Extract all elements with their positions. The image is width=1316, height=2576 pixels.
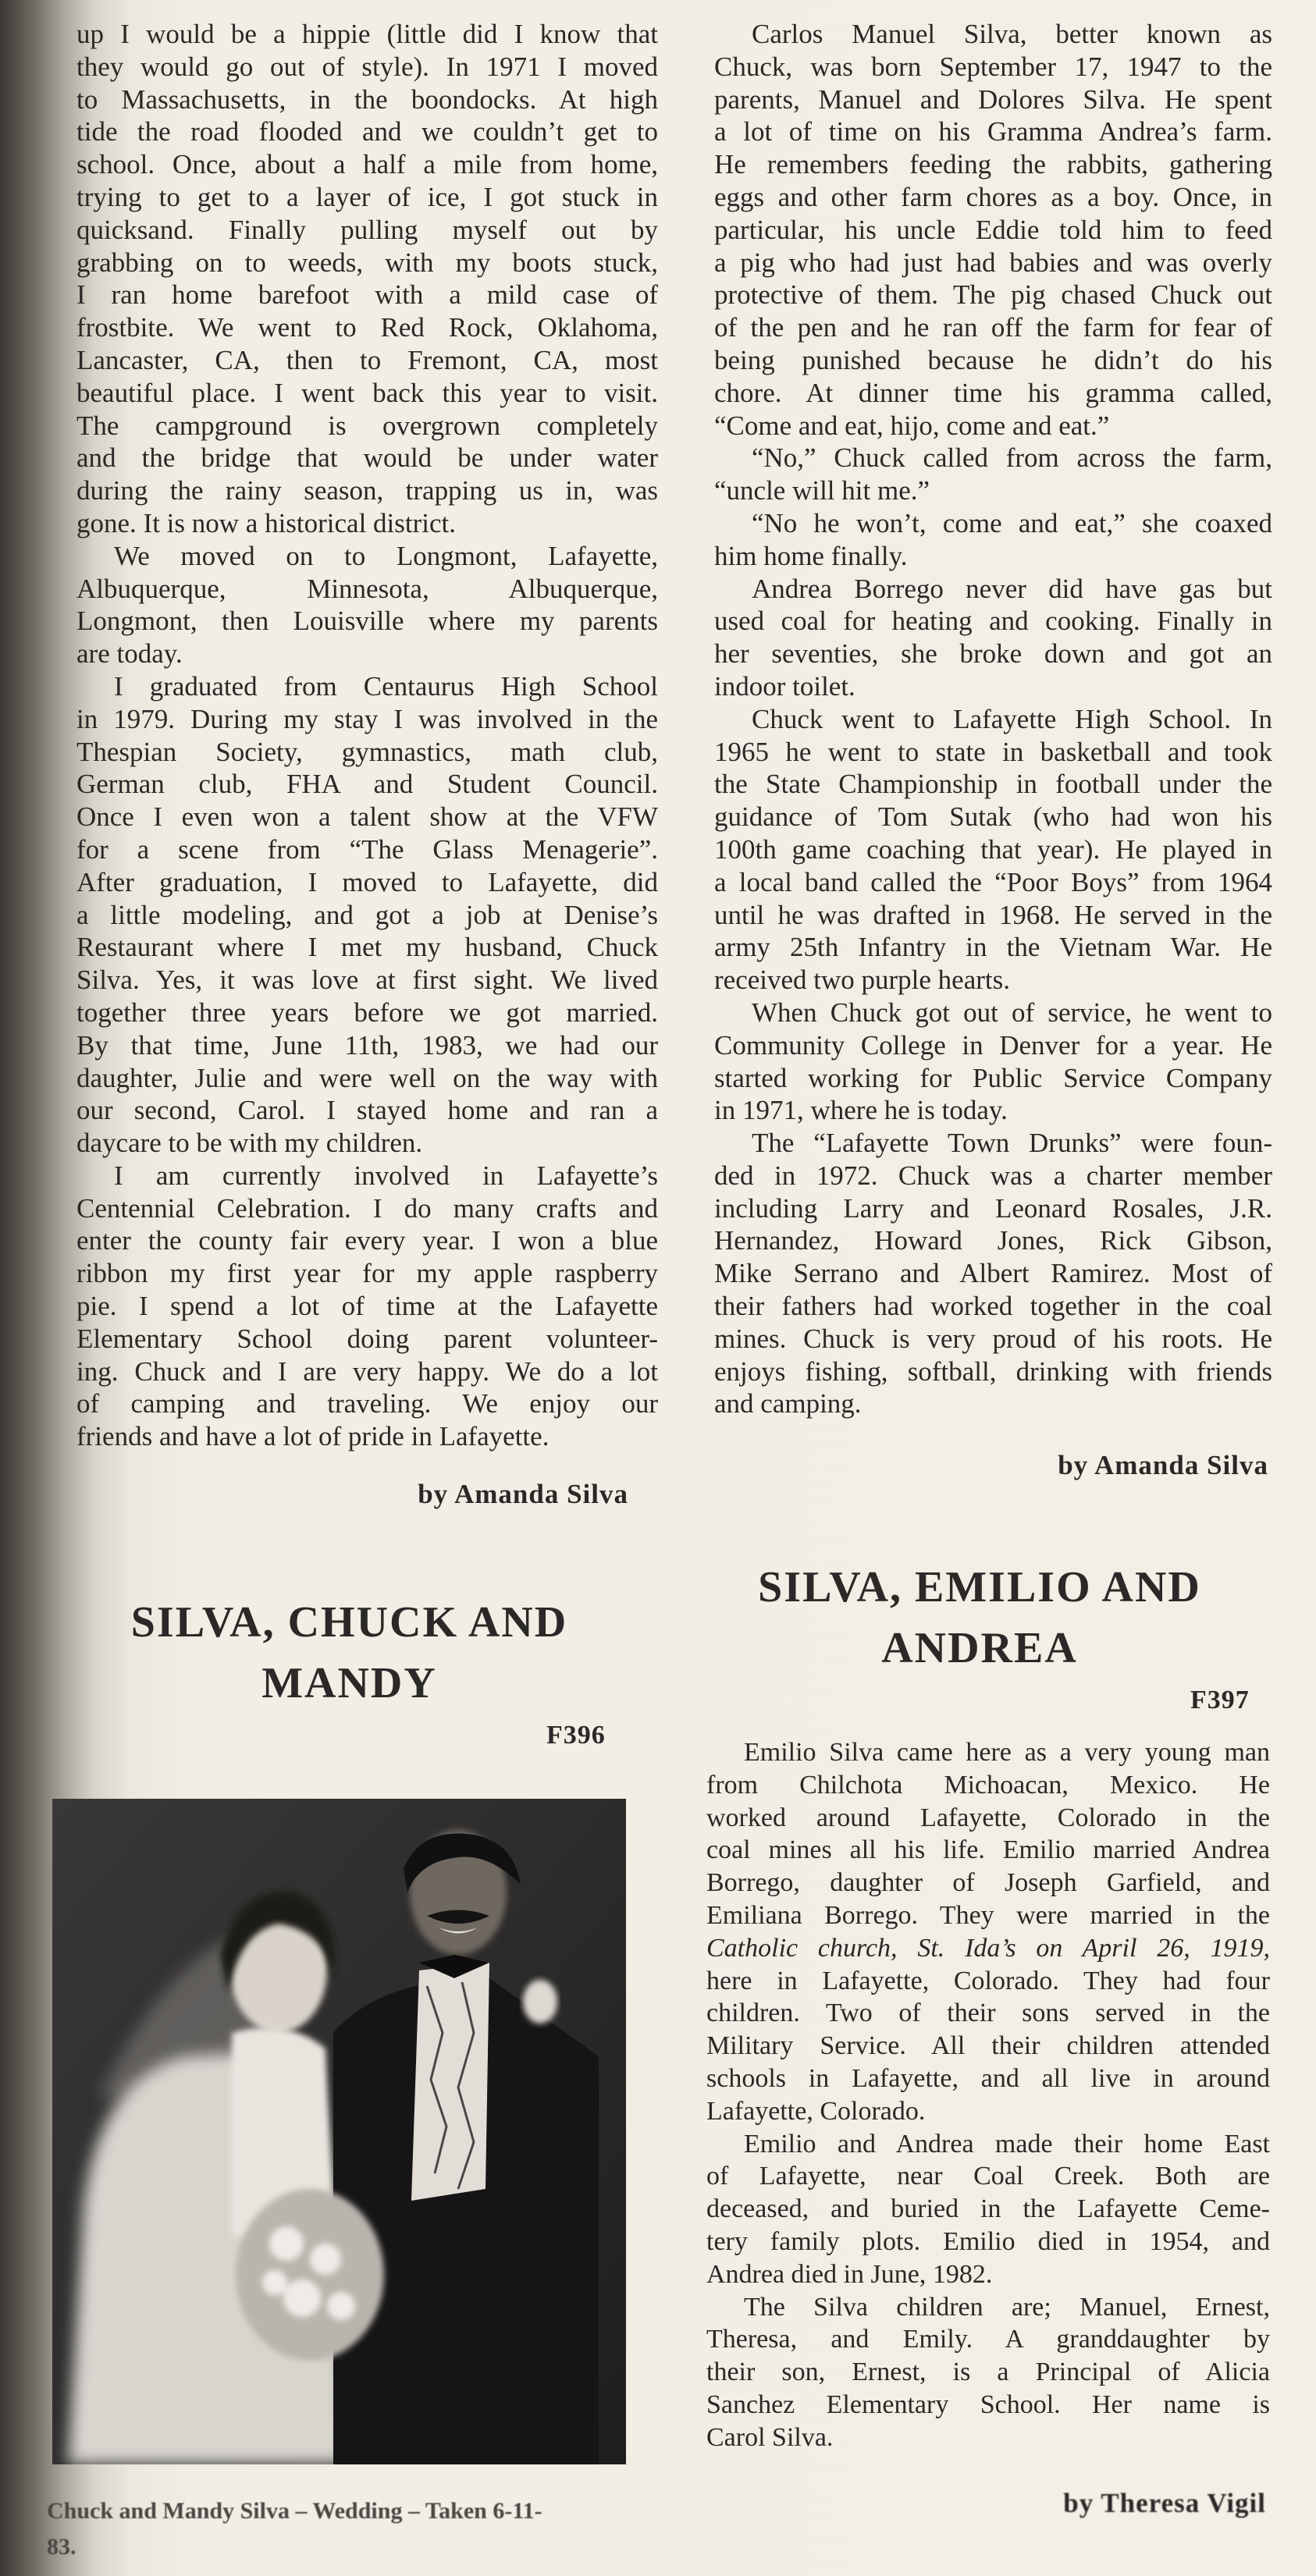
text-line: tide the road flooded and we couldn’t get to [76, 116, 658, 147]
text-line: Community College in Denver for a year. He [714, 1029, 1272, 1061]
text-line: Restaurant where I met my husband, Chuck [76, 932, 658, 963]
text-line: of Lafayette, near Coal Creek. Both are [706, 2162, 1270, 2191]
text-line: Chuck went to Lafayette High School. In [752, 703, 1272, 734]
wedding-photo [52, 1799, 626, 2464]
text-line: trying to get to a layer of ice, I got stuck in [76, 181, 658, 212]
text-line: “Come and eat, hijo, come and eat.” [714, 410, 1110, 441]
paragraph [714, 18, 1272, 442]
text-line: and camping. [714, 1388, 862, 1419]
text-line: him home finally. [714, 540, 908, 571]
text-line: Emiliana Borrego. They were married in the [706, 1900, 1270, 1930]
text-line: German club, FHA and Student Council. [76, 769, 658, 800]
text-line: Andrea died in June, 1982. [706, 2259, 993, 2289]
paragraph [714, 573, 1272, 703]
right-column-text [714, 18, 1272, 1420]
text-line: Chuck, was born September 17, 1947 to the [714, 51, 1272, 82]
text-line: He remembers feeding the rabbits, gathering [714, 149, 1272, 180]
text-line: Centennial Celebration. I do many crafts and [76, 1192, 658, 1224]
text-line: I ran home barefoot with a mild case of [76, 279, 658, 311]
text-line: Lafayette, Colorado. [706, 2096, 926, 2126]
text-line: received two purple hearts. [714, 965, 1011, 996]
text-line: of camping and traveling. We enjoy our [76, 1388, 658, 1419]
text-line: Longmont, then Louisville where my parents [76, 606, 658, 637]
photo-caption-line-2: 83. [47, 2534, 76, 2560]
paragraph [714, 997, 1272, 1127]
text-line: her seventies, she broke down and got an [714, 638, 1272, 670]
text-line: are today. [76, 638, 183, 670]
photo-caption [47, 2493, 628, 2565]
text-line: “No he won’t, come and eat,” she coaxed [752, 507, 1272, 538]
text-line: ded in 1972. Chuck was a charter member [714, 1160, 1272, 1191]
text-line: enjoys fishing, softball, drinking with friends [714, 1356, 1272, 1387]
heading-chuck-mandy [74, 1592, 624, 1714]
text-line: quicksand. Finally pulling myself out by [76, 214, 658, 245]
text-line: Hernandez, Howard Jones, Rick Gibson, [714, 1225, 1272, 1256]
text-line: enter the county fair every year. I won a blue [76, 1225, 658, 1256]
text-line: their son, Ernest, is a Principal of Alicia [706, 2357, 1270, 2387]
text-line: Carlos Manuel Silva, better known as [752, 19, 1272, 49]
text-line: their fathers had worked together in the coal [714, 1291, 1272, 1322]
text-line: during the rainy season, trapping us in, was [76, 475, 658, 506]
text-line: beautiful place. I went back this year to visit. [76, 377, 658, 408]
text-line: a little modeling, and got a job at Denise’s [76, 899, 658, 930]
text-line: army 25th Infantry in the Vietnam War. He [714, 932, 1272, 963]
text-line: including Larry and Leonard Rosales, J.R. [714, 1192, 1272, 1224]
text-line: guidance of Tom Sutak (who had won his [714, 801, 1272, 833]
text-line: here in Lafayette, Colorado. They had four [706, 1966, 1270, 1995]
text-line: they would go out of style). In 1971 I moved [76, 51, 658, 82]
text-line: and the bridge that would be under water [76, 442, 658, 474]
byline-left: by Amanda Silva [418, 1479, 628, 1509]
text-line: the State Championship in football under the [714, 769, 1272, 800]
text-line: tery family plots. Emilio died in 1954, and [706, 2226, 1270, 2256]
heading-line-2: MANDY [261, 1659, 437, 1707]
heading-line-1: SILVA, EMILIO AND [758, 1563, 1201, 1611]
paragraph [714, 1127, 1272, 1420]
text-line: from Chilchota Michoacan, Mexico. He [706, 1770, 1270, 1800]
text-line: grabbing on to weeds, with my boots stuck, [76, 247, 658, 278]
byline-right: by Amanda Silva [1058, 1450, 1268, 1480]
text-line: until he was drafted in 1968. He served in the [714, 899, 1272, 930]
text-line: Silva. Yes, it was love at first sight. We lived [76, 965, 658, 996]
text-line: ing. Chuck and I are very happy. We do a lot [76, 1356, 658, 1387]
text-line: mines. Chuck is very proud of his roots. He [714, 1323, 1272, 1354]
text-line: daycare to be with my children. [76, 1128, 423, 1159]
text-line: chore. At dinner time his gramma called, [714, 377, 1272, 408]
text-line: Theresa, and Emily. A granddaughter by [706, 2325, 1270, 2354]
paragraph [76, 1160, 658, 1453]
text-line: in 1979. During my stay I was involved in the [76, 703, 658, 734]
text-line: for a scene from “The Glass Menagerie”. [76, 833, 658, 865]
wedding-photo-image [52, 1799, 626, 2464]
text-line: After graduation, I moved to Lafayette, did [76, 866, 658, 897]
text-line: a lot of time on his Gramma Andrea’s farm. [714, 116, 1272, 147]
paragraph [76, 540, 658, 670]
text-line: The “Lafayette Town Drunks” were foun- [752, 1128, 1272, 1159]
paragraph [706, 2291, 1270, 2454]
byline-theresa-vigil: by Theresa Vigil [1063, 2488, 1266, 2518]
text-line: being punished because he didn’t do his [714, 344, 1272, 375]
text-line: By that time, June 11th, 1983, we had our [76, 1029, 658, 1061]
text-line: parents, Manuel and Dolores Silva. He spent [714, 83, 1272, 115]
photo-caption-line-1: Chuck and Mandy Silva – Wedding – Taken 6-11- [47, 2498, 542, 2524]
paragraph [714, 442, 1272, 507]
paragraph [714, 507, 1272, 573]
emilio-andrea-text [706, 1736, 1270, 2454]
text-line: “uncle will hit me.” [714, 475, 930, 506]
text-line: Emilio Silva came here as a very young man [744, 1738, 1270, 1767]
text-line: When Chuck got out of service, he went to [752, 997, 1272, 1028]
file-number-f397: F397 [1190, 1686, 1250, 1714]
text-line: of the pen and he ran off the farm for fear of [714, 312, 1272, 343]
text-line: Carol Silva. [706, 2422, 834, 2452]
text-line: Sanchez Elementary School. Her name is [706, 2389, 1270, 2419]
text-line: used coal for heating and cooking. Finally in [714, 606, 1272, 637]
file-number-f396: F396 [546, 1721, 606, 1750]
heading-line-1: SILVA, CHUCK AND [130, 1598, 568, 1647]
text-line: together three years before we got married. [76, 997, 658, 1028]
text-line: Catholic church, St. Ida’s on April 26, 1919, [706, 1933, 1270, 1963]
text-line: our second, Carol. I stayed home and ran a [76, 1095, 658, 1126]
text-line: school. Once, about a half a mile from home, [76, 149, 658, 180]
text-line: Borrego, daughter of Joseph Garfield, and [706, 1868, 1270, 1898]
text-line: protective of them. The pig chased Chuck out [714, 279, 1272, 311]
text-line: a pig who had just had babies and was overly [714, 247, 1272, 278]
text-line: Mike Serrano and Albert Ramirez. Most of [714, 1258, 1272, 1289]
heading-line-2: ANDREA [881, 1624, 1078, 1672]
text-line: particular, his uncle Eddie told him to feed [714, 214, 1272, 245]
text-line: “No,” Chuck called from across the farm, [752, 442, 1272, 474]
left-column-text [76, 18, 658, 1453]
paragraph [706, 1736, 1270, 2128]
heading-emilio-andrea [702, 1557, 1257, 1679]
text-line: deceased, and buried in the Lafayette Ceme- [706, 2194, 1270, 2224]
text-line: Andrea Borrego never did have gas but [752, 573, 1272, 604]
text-line: children. Two of their sons served in the [706, 1999, 1270, 2028]
text-line: to Massachusetts, in the boondocks. At high [76, 83, 658, 115]
text-line: coal mines all his life. Emilio married Andrea [706, 1835, 1270, 1865]
text-line: indoor toilet. [714, 670, 855, 702]
text-line: a local band called the “Poor Boys” from 1964 [714, 866, 1272, 897]
text-line: friends and have a lot of pride in Lafayette. [76, 1421, 550, 1452]
text-line: I graduated from Centaurus High School [114, 670, 658, 702]
text-line: The campground is overgrown completely [76, 410, 658, 441]
text-line: pie. I spend a lot of time at the Lafayette [76, 1291, 658, 1322]
text-line: Elementary School doing parent volunteer- [76, 1323, 658, 1354]
text-line: We moved on to Longmont, Lafayette, [114, 540, 658, 571]
text-line: worked around Lafayette, Colorado in the [706, 1803, 1270, 1832]
text-line: gone. It is now a historical district. [76, 507, 457, 538]
text-line: Thespian Society, gymnastics, math club, [76, 736, 658, 767]
text-line: Military Service. All their children attended [706, 2031, 1270, 2061]
text-line: The Silva children are; Manuel, Ernest, [744, 2292, 1270, 2322]
text-line: started working for Public Service Company [714, 1062, 1272, 1093]
text-line: ribbon my first year for my apple raspberry [76, 1258, 658, 1289]
text-line: Once I even won a talent show at the VFW [76, 801, 658, 833]
text-line: 100th game coaching that year). He played in [714, 833, 1272, 865]
text-line: schools in Lafayette, and all live in around [706, 2063, 1270, 2093]
text-line: Emilio and Andrea made their home East [744, 2129, 1270, 2159]
text-line: Albuquerque, Minnesota, Albuquerque, [76, 573, 658, 604]
text-line: up I would be a hippie (little did I know that [76, 19, 658, 49]
text-line: I am currently involved in Lafayette’s [114, 1160, 658, 1191]
paragraph [714, 703, 1272, 997]
text-line: daughter, Julie and were well on the way with [76, 1062, 658, 1093]
text-line: Lancaster, CA, then to Fremont, CA, most [76, 344, 658, 375]
text-line: in 1971, where he is today. [714, 1095, 1008, 1126]
paragraph [706, 2128, 1270, 2291]
paragraph [76, 18, 658, 540]
text-line: eggs and other farm chores as a boy. Once, in [714, 181, 1272, 212]
text-line: 1965 he went to state in basketball and took [714, 736, 1272, 767]
text-line: frostbite. We went to Red Rock, Oklahoma, [76, 312, 658, 343]
paragraph [76, 670, 658, 1160]
